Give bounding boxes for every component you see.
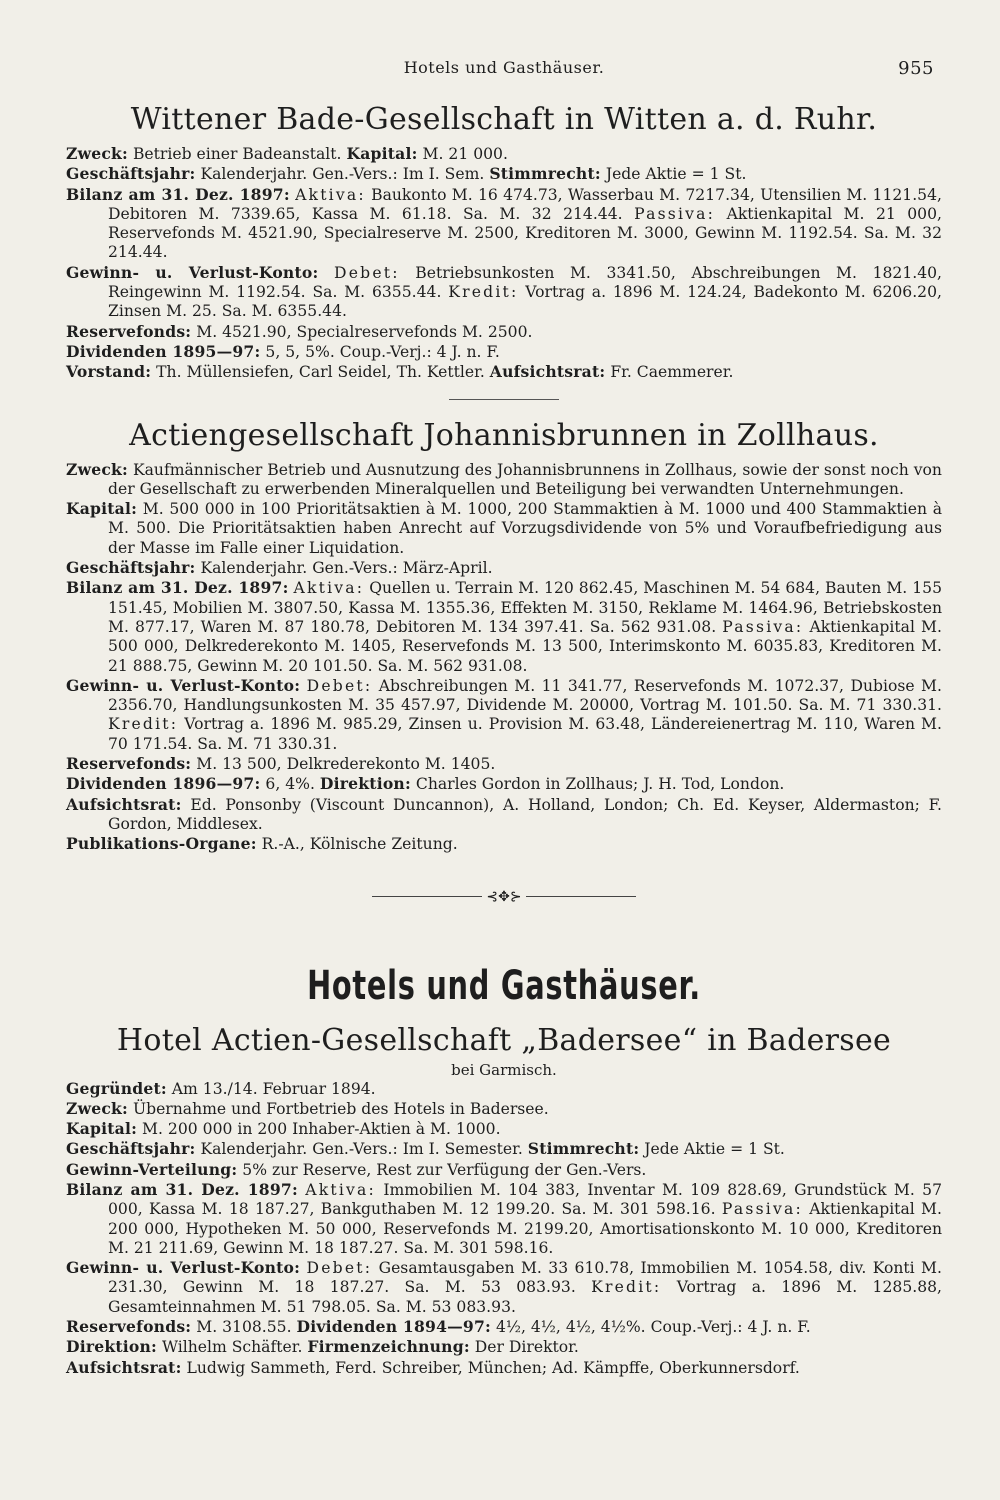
entry-wittener — [66, 102, 942, 383]
bilanz-line: Bilanz am 31. Dez. 1897: Aktiva: Immobilien M. 104 383, Inventar M. 109 828.69, Grundstück M. 57 000, Kassa M. 18 187.27, Bankguthaben M. 12 199.20. Sa. M. 301 598.16. Passiva: Aktienkapital M. 200 000, Hypotheken M. 50 000, Reservefonds M. 2199.20, Amortisationskonto M. 10 000, Kreditoren M. 21 211.69, Gewinn M. 18 187.27. Sa. M. 301 598.16. — [66, 1179, 942, 1257]
publikation-line: Publikations-Organe: R.-A., Kölnische Zeitung. — [66, 834, 458, 854]
kapital-line: Kapital: M. 500 000 in 100 Prioritätsaktien à M. 1000, 200 Stammaktien à M. 1000 und 400 Stammaktien à M. 500. Die Prioritätsaktien haben Anrecht auf Vorzugsdividende von 5% und Voraufbefriedigung aus der Masse im Falle einer Liquidation. — [66, 499, 942, 557]
divider — [449, 399, 559, 400]
running-title: Hotels und Gasthäuser. — [403, 58, 605, 77]
ornament-line-right — [526, 896, 636, 897]
direktion-line: Direktion: Wilhelm Schäfter. Firmenzeichnung: Der Direktor. — [66, 1337, 579, 1357]
geschaeftsjahr-line: Geschäftsjahr: Kalenderjahr. Gen.-Vers.: Im I. Semester. Stimmrecht: Jede Aktie = 1 St. — [66, 1139, 785, 1159]
guv-line: Gewinn- u. Verlust-Konto: Debet: Abschreibungen M. 11 341.77, Reservefonds M. 1072.37, Dubiose M. 2356.70, Handlungsunkosten M. 35 457.97, Dividende M. 20000, Vortrag M. 101.50. Sa. M. 71 330.31. Kredit: Vortrag a. 1896 M. 985.29, Zinsen u. Provision M. 63.48, Ländereienertrag M. 110, Waren M. 70 171.54. Sa. M. 71 330.31. — [66, 675, 942, 753]
company-heading: Wittener Bade-Gesellschaft in Witten a. d. Ruhr. — [130, 102, 878, 137]
geschaeftsjahr-line: Geschäftsjahr: Kalenderjahr. Gen.-Vers.: Im I. Sem. Stimmrecht: Jede Aktie = 1 St. — [66, 164, 747, 184]
company-heading: Actiengesellschaft Johannisbrunnen in Zollhaus. — [129, 417, 879, 453]
dividenden-line: Dividenden 1895—97: 5, 5, 5%. Coup.-Verj.: 4 J. n. F. — [66, 341, 500, 361]
company-subheading: bei Garmisch. — [451, 1060, 557, 1079]
vorstand-line: Vorstand: Th. Müllensiefen, Carl Seidel, Th. Kettler. Aufsichtsrat: Fr. Caemmerer. — [66, 362, 734, 382]
ornament-flourish-icon: ⊰✥⊱ — [486, 888, 522, 905]
running-header — [66, 58, 942, 84]
reserve-line: Reservefonds: M. 4521.90, Specialreservefonds M. 2500. — [66, 321, 533, 341]
section-ornament — [66, 889, 942, 905]
company-heading: Hotel Actien-Gesellschaft „Badersee“ in Badersee — [116, 1022, 892, 1058]
geschaeftsjahr-line: Geschäftsjahr: Kalenderjahr. Gen.-Vers.: März-April. — [66, 558, 493, 578]
section-title: Hotels und Gasthäuser. — [307, 962, 701, 1009]
aufsichtsrat-line: Aufsichtsrat: Ludwig Sammeth, Ferd. Schreiber, München; Ad. Kämpffe, Oberkunnersdorf. — [66, 1357, 800, 1377]
label: Zweck: — [66, 144, 128, 163]
reserve-line: Reservefonds: M. 3108.55. Dividenden 1894—97: 4½, 4½, 4½, 4½%. Coup.-Verj.: 4 J. n. F. — [66, 1317, 811, 1337]
zweck-line: Zweck: Übernahme und Fortbetrieb des Hotels in Badersee. — [66, 1098, 549, 1118]
guv-line: Gewinn- u. Verlust-Konto: Debet: Gesamtausgaben M. 33 610.78, Immobilien M. 1054.58, div. Konti M. 231.30, Gewinn M. 18 187.27. Sa. M. 53 083.93. Kredit: Vortrag a. 1896 M. 1285.88, Gesamteinnahmen M. 51 798.05. Sa. M. 53 083.93. — [66, 1258, 942, 1316]
dividenden-line: Dividenden 1896—97: 6, 4%. Direktion: Charles Gordon in Zollhaus; J. H. Tod, London. — [66, 774, 785, 794]
gegruendet-line: Gegründet: Am 13./14. Februar 1894. — [66, 1078, 376, 1098]
page-number: 955 — [898, 58, 934, 79]
bilanz-line: Bilanz am 31. Dez. 1897: Aktiva: Baukonto M. 16 474.73, Wasserbau M. 7217.34, Utensilien M. 1121.54, Debitoren M. 7339.65, Kassa M. 61.18. Sa. M. 32 214.44. Passiva: Aktienkapital M. 21 000, Reservefonds M. 4521.90, Specialreserve M. 2500, Kreditoren M. 3000, Gewinn M. 1192.54. Sa. M. 32 214.44. — [66, 184, 942, 262]
guv-line: Gewinn- u. Verlust-Konto: Debet: Betriebsunkosten M. 3341.50, Abschreibungen M. 1821.40, Reingewinn M. 1192.54. Sa. M. 6355.44. Kredit: Vortrag a. 1896 M. 124.24, Badekonto M. 6206.20, Zinsen M. 25. Sa. M. 6355.44. — [66, 262, 943, 321]
kapital-line: Kapital: M. 200 000 in 200 Inhaber-Aktien à M. 1000. — [66, 1119, 501, 1139]
page — [66, 58, 942, 1378]
gewinnverteilung-line: Gewinn-Verteilung: 5% zur Reserve, Rest zur Verfügung der Gen.-Vers. — [66, 1159, 647, 1179]
entry-badersee — [66, 1023, 942, 1378]
aufsichtsrat-line: Aufsichtsrat: Ed. Ponsonby (Viscount Duncannon), A. Holland, London; Ch. Ed. Keyser, Aldermaston; F. Gordon, Middlesex. — [66, 794, 942, 833]
entry-johannisbrunnen — [66, 418, 942, 855]
zweck-line: Zweck: Kaufmännischer Betrieb und Ausnutzung des Johannisbrunnens in Zollhaus, sowie der sonst noch von der Gesellschaft zu erwerbenden Mineralquellen und Beteiligung bei verwandten Unternehmungen. — [66, 459, 942, 498]
bilanz-line: Bilanz am 31. Dez. 1897: Aktiva: Quellen u. Terrain M. 120 862.45, Maschinen M. 54 684, Bauten M. 155 151.45, Mobilien M. 3807.50, Kassa M. 1355.36, Effekten M. 3150, Reklame M. 1464.96, Betriebskosten M. 877.17, Waren M. 87 180.78, Debitoren M. 134 397.41. Sa. 562 931.08. Passiva: Aktienkapital M. 500 000, Delkrederekonto M. 1405, Reservefonds M. 13 500, Interimskonto M. 6035.83, Kreditoren M. 21 888.75, Gewinn M. 20 101.50. Sa. M. 562 931.08. — [66, 578, 942, 675]
reserve-line: Reservefonds: M. 13 500, Delkrederekonto M. 1405. — [66, 754, 496, 774]
ornament-line-left — [372, 896, 482, 897]
zweck-line: Zweck: Betrieb einer Badeanstalt. Kapital: M. 21 000. — [66, 144, 508, 163]
